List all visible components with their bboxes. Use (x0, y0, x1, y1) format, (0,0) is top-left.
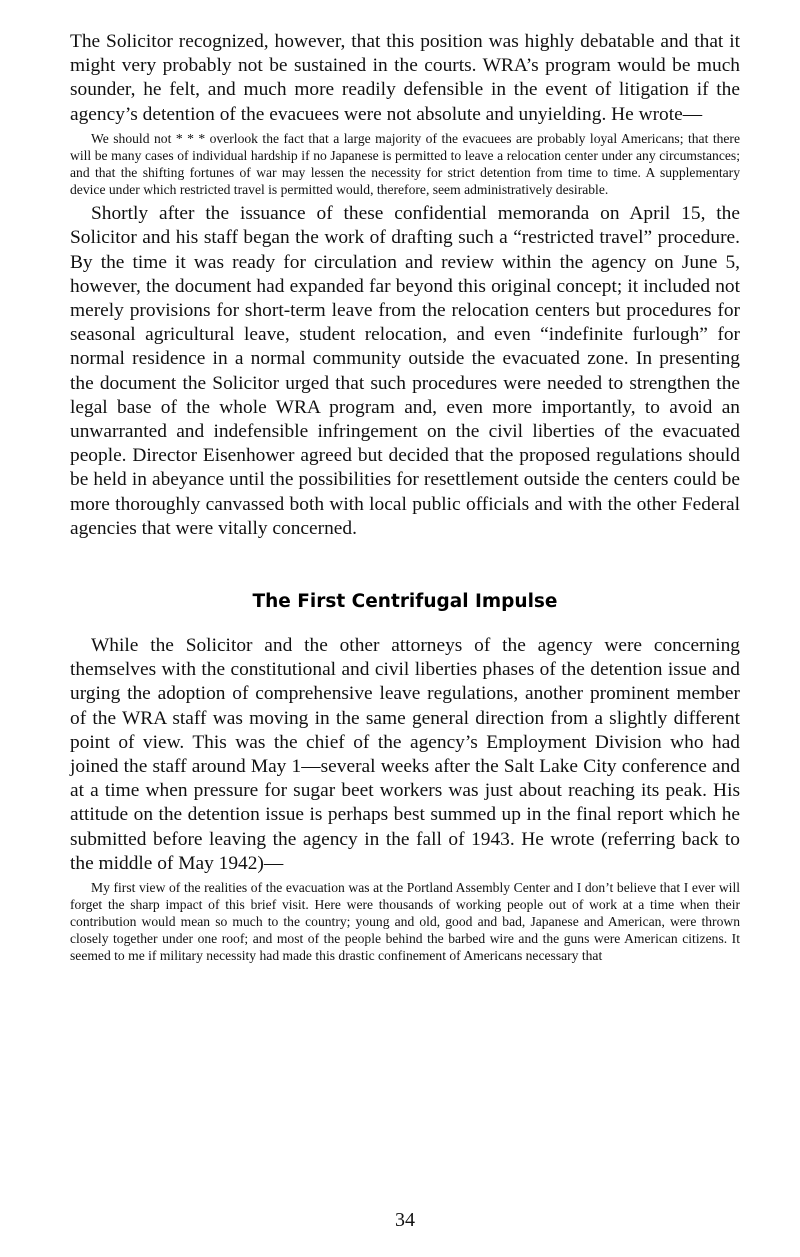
section-heading: The First Centrifugal Impulse (252, 591, 558, 613)
page-number: 34 (395, 1209, 415, 1231)
paragraph-employment-division: While the Solicitor and the other attorneys of the agency were concerning themselves with the constitutional and civil liberties phases of the detention issue and urging the adoption of comprehensive leave regulations, another prominent member of the WRA staff was moving in the same general direction from a slightly different point of view. This was the chief of the agency’s Employment Division who had joined the staff around May 1—several weeks after the Salt Lake City conference and at a time when pressure for sugar beet workers was just about reaching its peak. His attitude on the detention issue is perhaps best summed up in the final report which he submitted before leaving the agency in the fall of 1943. He wrote (referring back to the middle of May 1942)— (70, 635, 740, 874)
document-page (70, 30, 740, 1240)
paragraph-solicitor-position: The Solicitor recognized, however, that this position was highly debatable and that it might very probably not be sustained in the courts. WRA’s program would be much sounder, he felt, and much more readily defensible in the event of litigation if the agency’s detention of the evacuees were not absolute and unyielding. He wrote— (70, 31, 740, 125)
block-quote-solicitor: We should not * * * overlook the fact that a large majority of the evacuees are probably loyal Americans; that there will be many cases of individual hardship if no Japanese is permitted to leave a relocation center under any circumstances; and that the shifting fortunes of war may lessen the necessity for strict detention from time to time. A supplementary device under which restricted travel is permitted would, therefore, seem administratively desirable. (70, 130, 740, 198)
paragraph-restricted-travel: Shortly after the issuance of these confidential memoranda on April 15, the Solicitor and his staff began the work of drafting such a “restricted travel” procedure. By the time it was ready for circulation and review within the agency on June 5, however, the document had expanded far beyond this original concept; it included not merely provisions for short-term leave from the relocation centers but procedures for seasonal agricultural leave, student relocation, and even “indefinite furlough” for normal residence in a normal community outside the evacuated zone. In presenting the document the Solicitor urged that such procedures were needed to strengthen the legal base of the whole WRA program and, even more importantly, to avoid an unwarranted and indefensible infringement on the civil liberties of the evacuated people. Director Eisenhower agreed but decided that the proposed regulations should be held in abeyance until the possibilities for resettlement outside the centers could be more thoroughly canvassed both with local public officials and with the other Federal agencies that were vitally concerned. (70, 203, 740, 539)
block-quote-employment-chief: My first view of the realities of the evacuation was at the Portland Assembly Center and I don’t believe that I ever will forget the sharp impact of this brief visit. Here were thousands of working people out of work at a time when their contribution would mean so much to the country; young and old, good and bad, Japanese and American, were thrown closely together under one roof; and most of the people behind the barbed wire and the guns were American citizens. It seemed to me if military necessity had made this drastic confinement of Americans necessary that (70, 880, 740, 964)
